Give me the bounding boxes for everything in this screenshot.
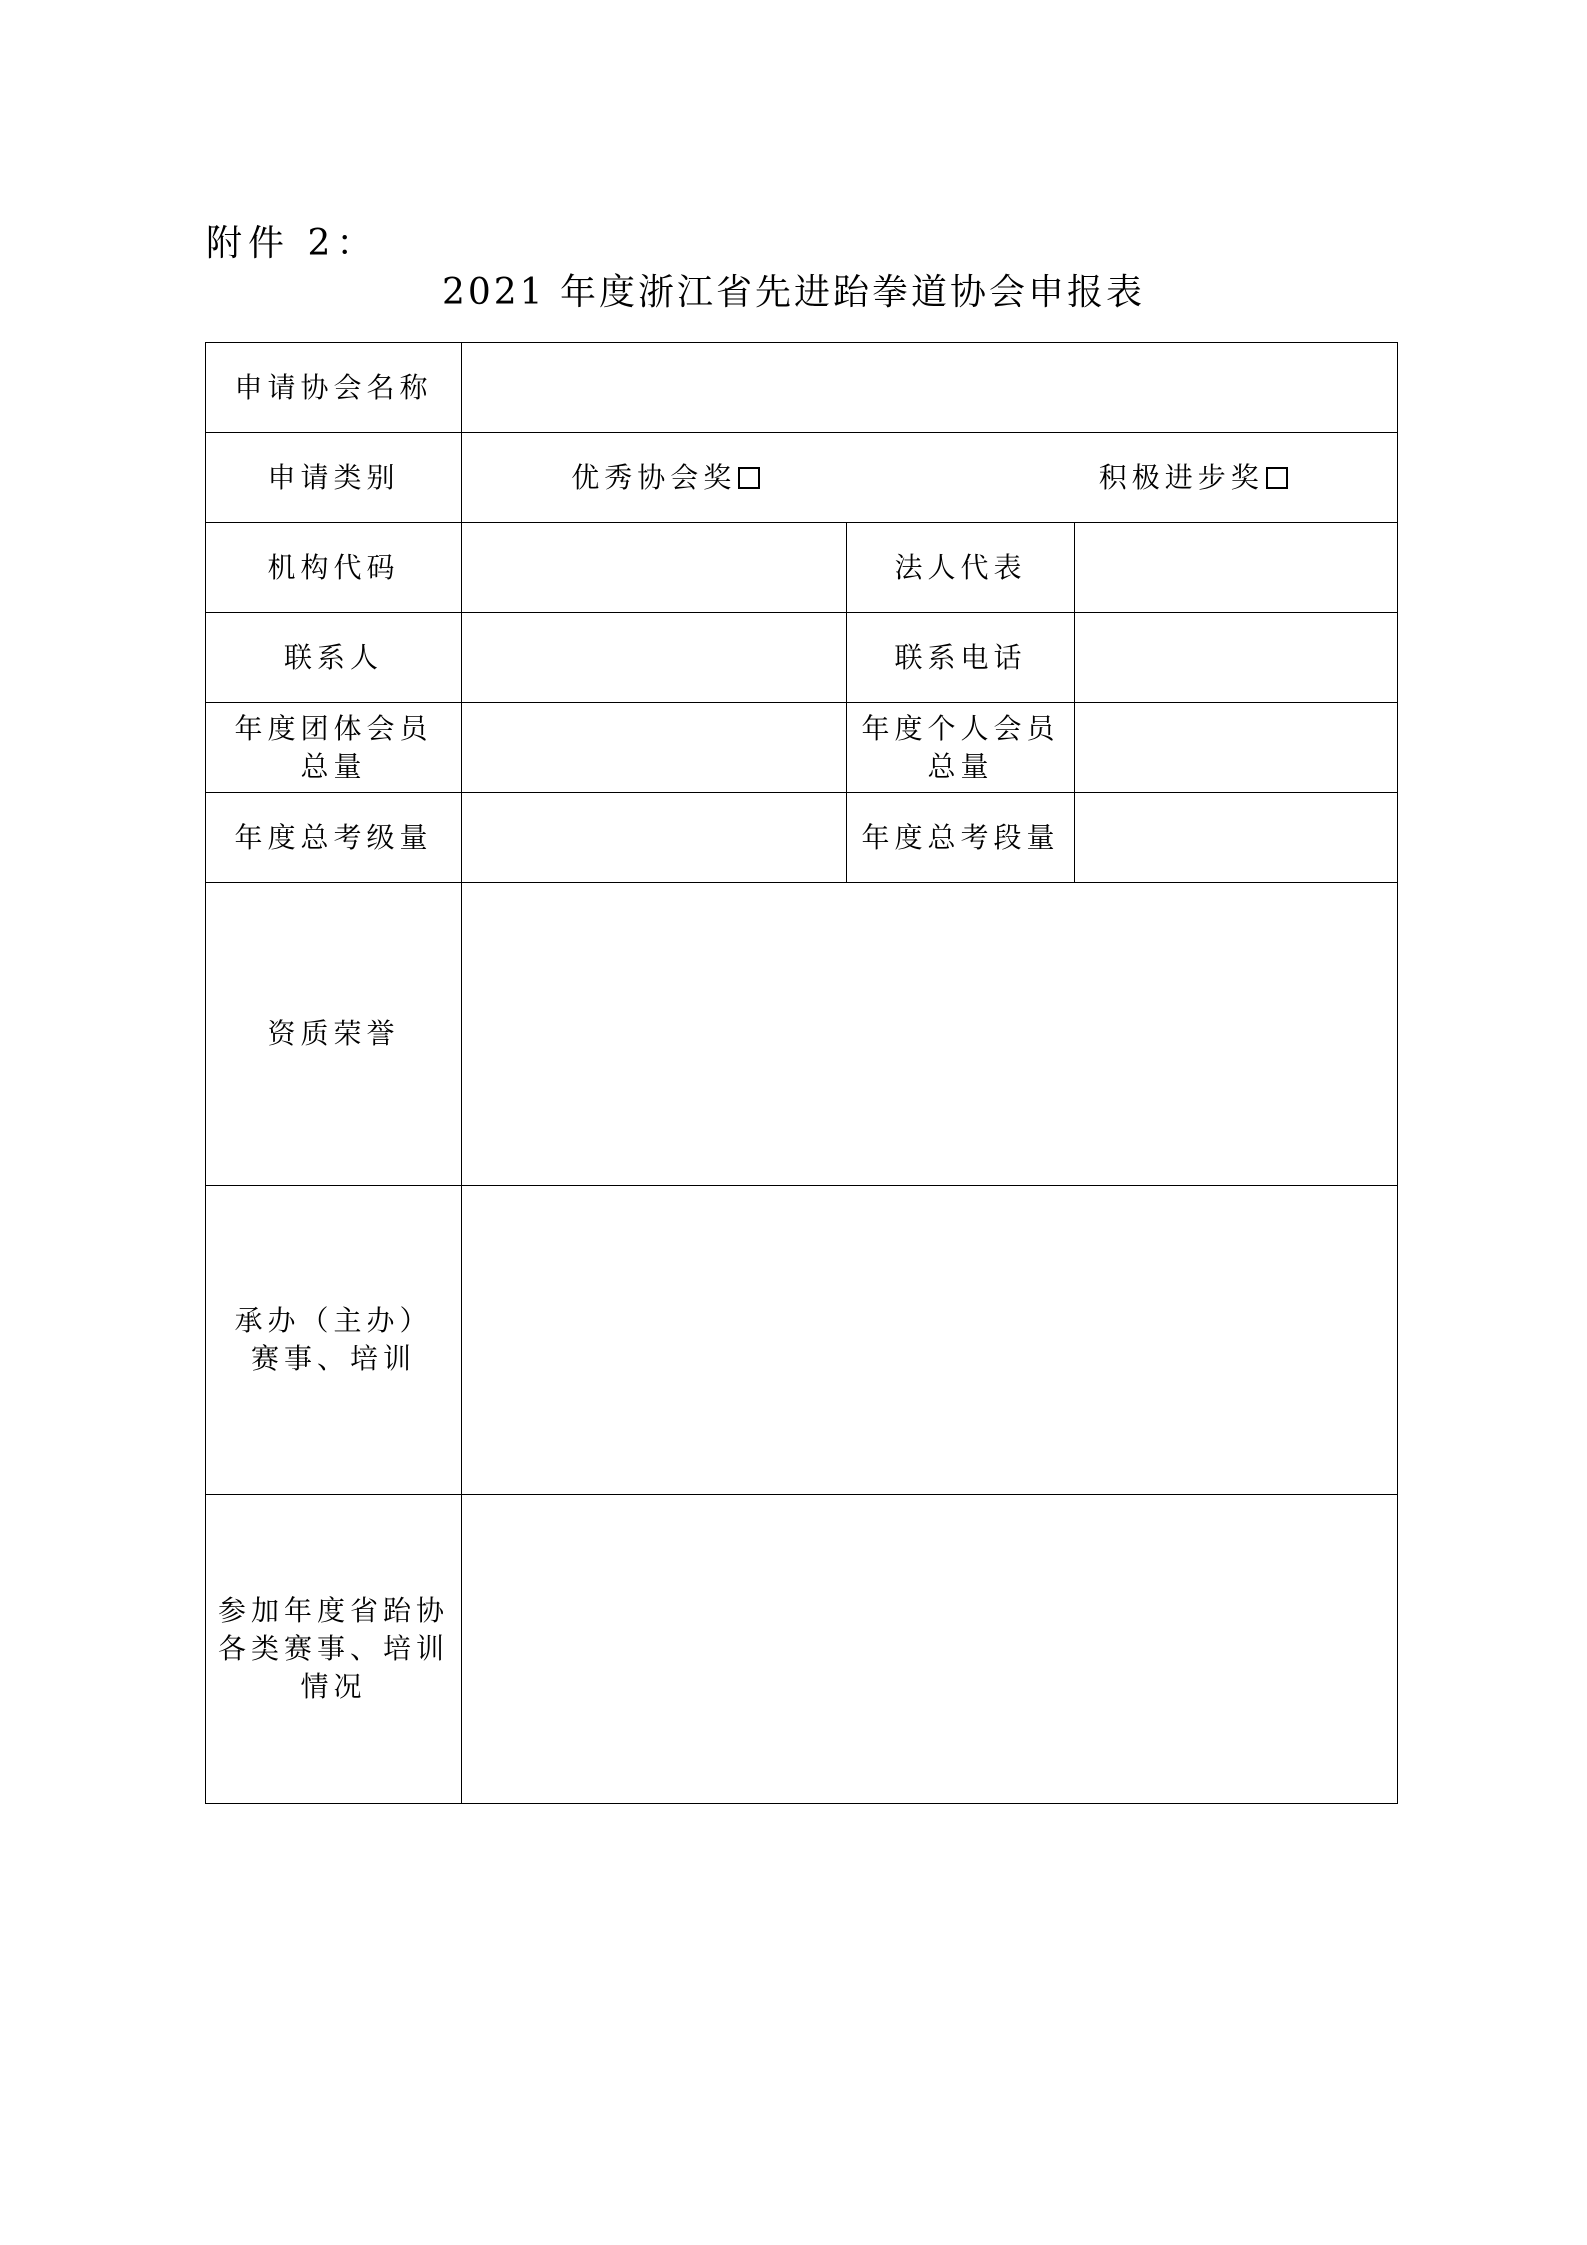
group-members-field[interactable] [462,703,847,793]
contact-label: 联系人 [206,613,462,703]
checkbox-excellent[interactable] [738,467,760,489]
group-members-label-line2: 总量 [300,749,367,783]
group-members-label-line1: 年度团体会员 [234,711,433,745]
org-code-field[interactable] [462,523,847,613]
participation-label-line2: 各类赛事、培训 [217,1632,449,1665]
contact-phone-label: 联系电话 [847,613,1075,703]
attachment-label: 附件 2： [206,223,379,264]
dan-exam-label: 年度总考段量 [847,793,1075,883]
participation-label-line1: 参加年度省跆协 [217,1594,449,1627]
row-category [206,433,1398,523]
hosted-events-label-line2: 赛事、培训 [250,1342,416,1375]
participation-field[interactable] [462,1495,1398,1804]
category-label: 申请类别 [206,433,462,523]
association-name-label: 申请协会名称 [206,343,462,433]
row-contact [206,613,1398,703]
row-participation [206,1495,1398,1804]
row-members [206,703,1398,793]
category-option-progress[interactable] [870,459,1398,497]
row-exams [206,793,1398,883]
grade-exam-label: 年度总考级量 [206,793,462,883]
row-association-name [206,343,1398,433]
participation-label-line3: 情况 [300,1670,367,1703]
hosted-events-label-line1: 承办（主办） [234,1304,433,1337]
individual-members-label [847,703,1075,793]
application-form-table [205,342,1398,1804]
row-hosted-events [206,1186,1398,1495]
hosted-events-label [206,1186,462,1495]
grade-exam-field[interactable] [462,793,847,883]
honors-field[interactable] [462,883,1398,1186]
honors-label: 资质荣誉 [206,883,462,1186]
dan-exam-field[interactable] [1075,793,1398,883]
contact-field[interactable] [462,613,847,703]
row-honors [206,883,1398,1186]
category-option-progress-label: 积极进步奖 [1098,460,1264,494]
legal-rep-label: 法人代表 [847,523,1075,613]
individual-members-label-line1: 年度个人会员 [861,711,1060,745]
participation-label [206,1495,462,1804]
contact-phone-field[interactable] [1075,613,1398,703]
hosted-events-field[interactable] [462,1186,1398,1495]
individual-members-label-line2: 总量 [927,749,994,783]
org-code-label: 机构代码 [206,523,462,613]
page-title: 2021 年度浙江省先进跆拳道协会申报表 [441,272,1146,313]
legal-rep-field[interactable] [1075,523,1398,613]
category-option-excellent[interactable] [462,459,870,497]
category-option-excellent-label: 优秀协会奖 [571,460,737,494]
association-name-field[interactable] [462,343,1398,433]
category-options-cell [462,433,1398,523]
group-members-label [206,703,462,793]
individual-members-field[interactable] [1075,703,1398,793]
checkbox-progress[interactable] [1266,467,1288,489]
row-org-code [206,523,1398,613]
